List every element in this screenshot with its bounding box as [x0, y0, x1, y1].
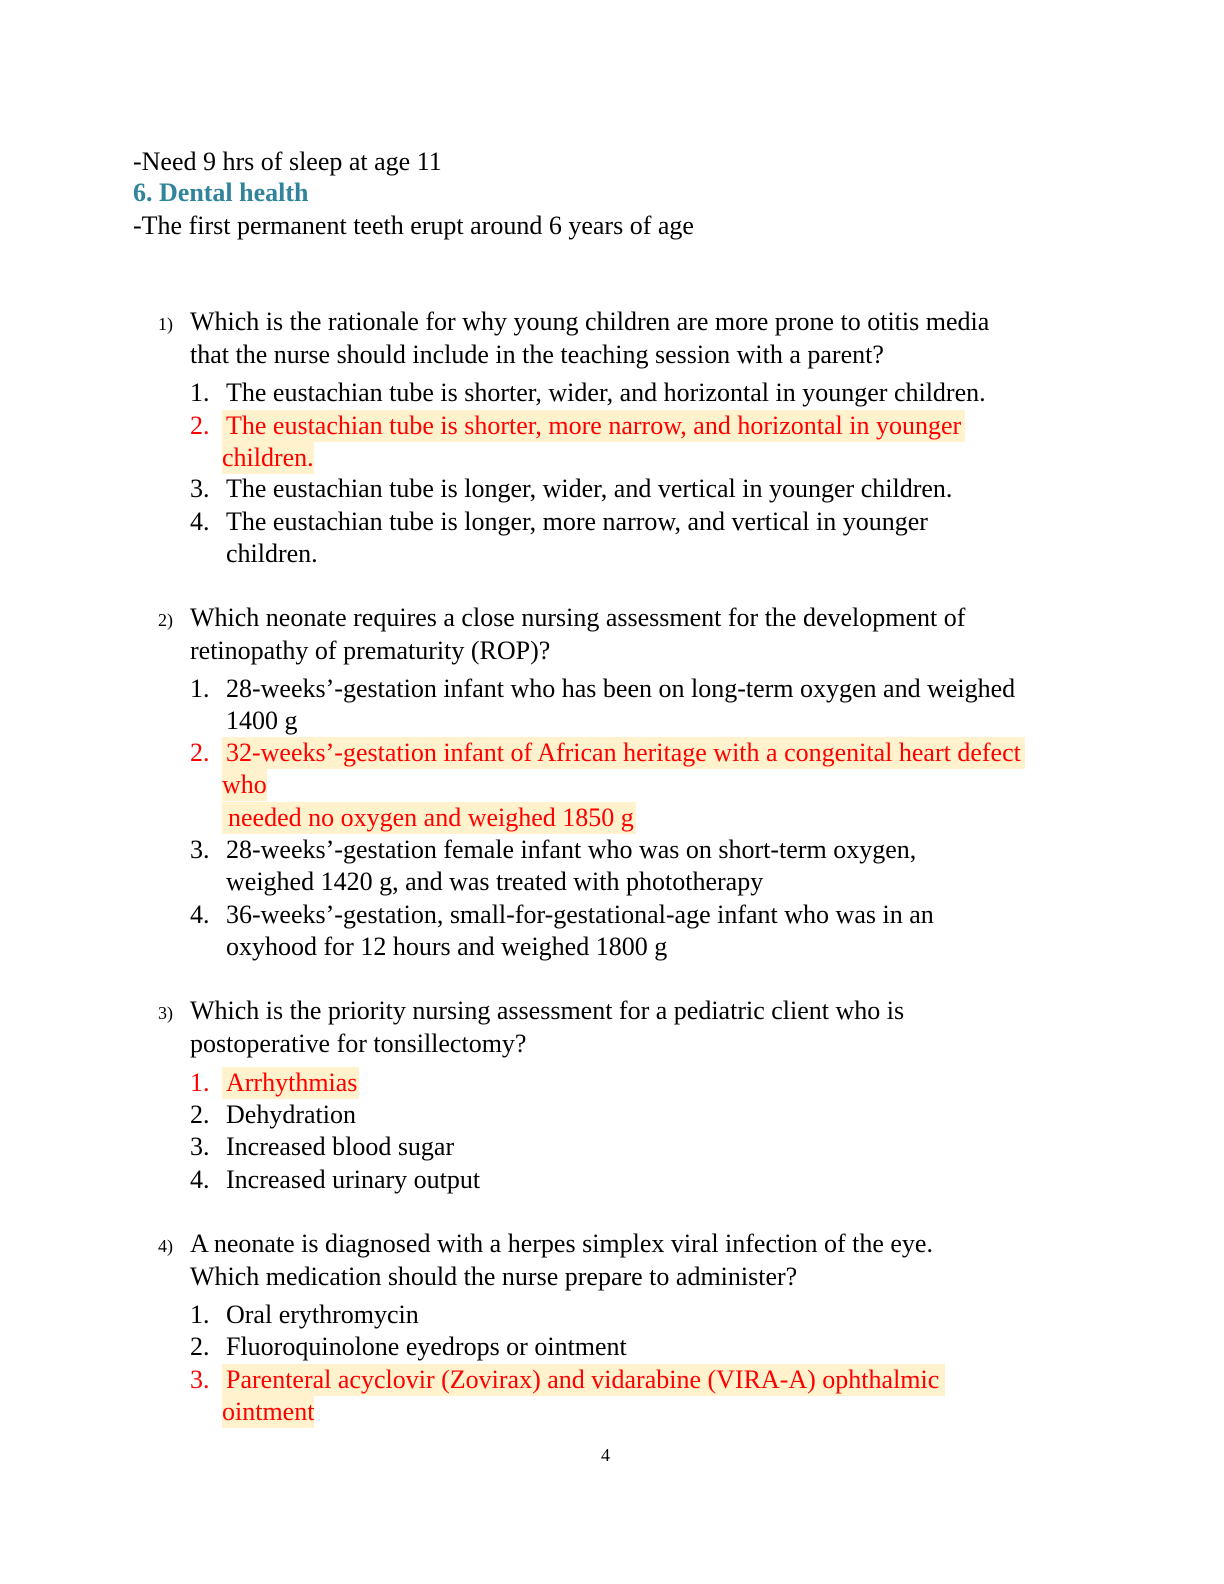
- option-text: The eustachian tube is shorter, wider, and horizontal in younger children.: [226, 378, 986, 407]
- option-number-correct: 1.: [190, 1068, 210, 1097]
- option-text: Fluoroquinolone eyedrops or ointment: [226, 1332, 627, 1361]
- option-number: 3.: [190, 474, 210, 503]
- option-number-correct: 3.: [190, 1365, 210, 1394]
- option-text: The eustachian tube is longer, more narrow, and vertical in younger: [226, 507, 928, 536]
- option-number: 2.: [190, 1100, 210, 1129]
- question-stem-line: that the nurse should include in the teaching session with a parent?: [190, 340, 884, 369]
- question-number: 1): [158, 314, 173, 334]
- section-heading: 6. Dental health: [133, 178, 309, 207]
- question-stem-line: Which is the rationale for why young children are more prone to otitis media: [190, 307, 990, 336]
- option-text: Increased blood sugar: [226, 1132, 455, 1161]
- option-text: oxyhood for 12 hours and weighed 1800 g: [226, 932, 668, 961]
- page-number: 4: [601, 1445, 610, 1465]
- dental-note: -The first permanent teeth erupt around 6 years of age: [133, 211, 694, 240]
- question-number: 3): [158, 1003, 173, 1023]
- option-text: weighed 1420 g, and was treated with phototherapy: [226, 867, 764, 896]
- option-text: 28-weeks’-gestation female infant who was on short-term oxygen,: [226, 835, 917, 864]
- option-number: 1.: [190, 1300, 210, 1329]
- option-text: Dehydration: [226, 1100, 356, 1129]
- question-stem-line: Which is the priority nursing assessment for a pediatric client who is: [190, 996, 905, 1025]
- correct-answer-text: The eustachian tube is shorter, more narrow, and horizontal in younger: [222, 410, 965, 442]
- option-number-correct: 2.: [190, 411, 210, 440]
- option-text: 1400 g: [226, 706, 298, 735]
- question-number: 2): [158, 610, 173, 630]
- option-text: Increased urinary output: [226, 1165, 481, 1194]
- option-text: children.: [226, 539, 318, 568]
- option-number: 4.: [190, 900, 210, 929]
- correct-answer-text: Arrhythmias: [222, 1067, 359, 1099]
- correct-answer-text: needed no oxygen and weighed 1850 g: [222, 802, 636, 834]
- question-stem-line: postoperative for tonsillectomy?: [190, 1029, 527, 1058]
- option-number: 1.: [190, 378, 210, 407]
- option-number: 2.: [190, 1332, 210, 1361]
- option-number: 1.: [190, 674, 210, 703]
- correct-answer-text: ointment: [222, 1397, 315, 1426]
- option-text: Oral erythromycin: [226, 1300, 419, 1329]
- correct-answer-text: children.: [222, 443, 314, 472]
- correct-answer-text: who: [222, 770, 267, 799]
- correct-answer-text: Parenteral acyclovir (Zovirax) and vidarabine (VIRA-A) ophthalmic: [222, 1364, 945, 1396]
- option-text: The eustachian tube is longer, wider, and vertical in younger children.: [226, 474, 953, 503]
- correct-answer-text: 32-weeks’-gestation infant of African heritage with a congenital heart defect: [222, 737, 1025, 769]
- option-number: 4.: [190, 1165, 210, 1194]
- option-number: 4.: [190, 507, 210, 536]
- question-stem-line: retinopathy of prematurity (ROP)?: [190, 636, 551, 665]
- option-number: 3.: [190, 1132, 210, 1161]
- option-text: 28-weeks’-gestation infant who has been on long-term oxygen and weighed: [226, 674, 1016, 703]
- question-stem-line: Which neonate requires a close nursing assessment for the development of: [190, 603, 966, 632]
- option-number: 3.: [190, 835, 210, 864]
- sleep-note: -Need 9 hrs of sleep at age 11: [133, 147, 442, 176]
- option-text: 36-weeks’-gestation, small-for-gestational-age infant who was in an: [226, 900, 934, 929]
- question-stem-line: A neonate is diagnosed with a herpes simplex viral infection of the eye.: [190, 1229, 933, 1258]
- question-stem-line: Which medication should the nurse prepare to administer?: [190, 1262, 798, 1291]
- question-number: 4): [158, 1236, 173, 1256]
- option-number-correct: 2.: [190, 738, 210, 767]
